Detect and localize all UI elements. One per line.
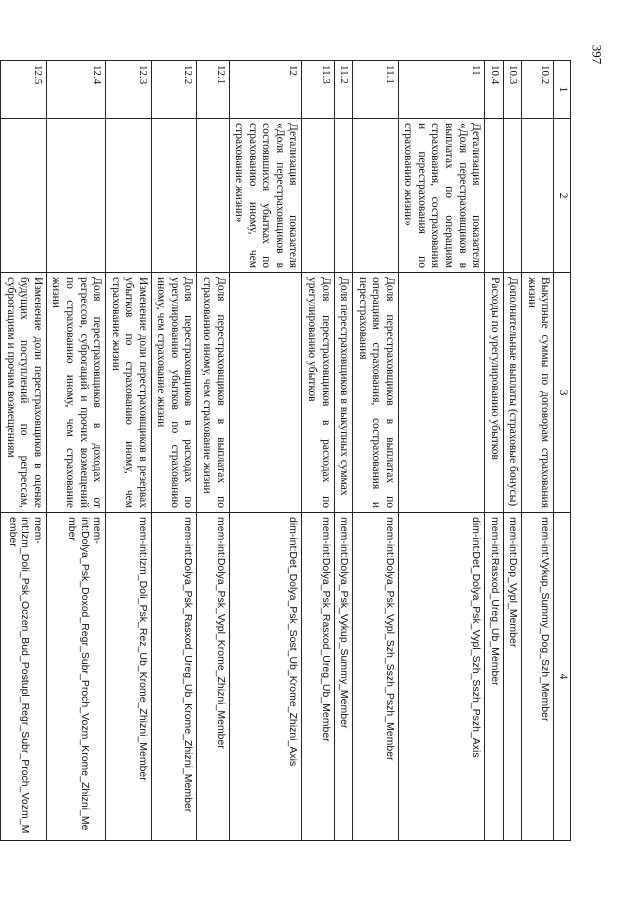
row-code: 12.3: [106, 61, 152, 119]
page-number: 397: [588, 44, 604, 65]
row-detail: [522, 119, 554, 273]
row-detail: [353, 119, 399, 273]
row-description: [229, 273, 302, 513]
table-row: [151, 61, 197, 841]
table-row: [106, 61, 152, 841]
row-description: Доля перестраховщиков в выкупных суммах: [334, 273, 353, 513]
table-row: [46, 61, 105, 841]
row-member: mem-int:Dolya_Psk_Rasxod_Ureg_Ub_Member: [302, 513, 334, 841]
row-code: 12.5: [1, 61, 47, 119]
table-header-row: [554, 61, 571, 841]
row-description: Доля перестраховщиков в выплатах по операциям страхования, сострахования и перестрахования: [353, 273, 399, 513]
table-row: [485, 61, 504, 841]
row-description: Доля перестраховщиков в расходах по урегулированию убытков: [302, 273, 334, 513]
row-detail: [106, 119, 152, 273]
data-table: [0, 60, 571, 841]
row-description: Изменение доли перестраховщиков в резервах убытков по страхованию иному, чем страхование жизни: [106, 273, 152, 513]
row-member: mem-int:Dolya_Psk_Doxod_Regr_Subr_Proch_Vozm_Krome_Zhizni_Member: [46, 513, 105, 841]
column-header-4: 4: [554, 513, 571, 841]
row-detail: [503, 119, 522, 273]
column-header-1: 1: [554, 61, 571, 119]
row-member: mem-int:Dop_Vypl_Member: [503, 513, 522, 841]
table-row: [1, 61, 47, 841]
row-member: mem-int:Dolya_Psk_Vypl_Krome_Zhizni_Member: [197, 513, 229, 841]
row-code: 10.4: [485, 61, 504, 119]
rotated-table-frame: [4, 60, 571, 840]
column-header-2: 2: [554, 119, 571, 273]
row-detail: [485, 119, 504, 273]
table-row: [229, 61, 302, 841]
row-description: Доля перестраховщиков в доходах от регрессов, суброгаций и прочих возмещений по страхованию иному, чем страхование жизни: [46, 273, 105, 513]
row-code: 10.2: [522, 61, 554, 119]
row-detail: [197, 119, 229, 273]
row-detail: [151, 119, 197, 273]
table-row: [353, 61, 399, 841]
table-row: [302, 61, 334, 841]
row-member: mem-int:Dolya_Psk_Vykup_Summy_Member: [334, 513, 353, 841]
table-row: [197, 61, 229, 841]
row-member: mem-int:Dolya_Psk_Vypl_Szh_Sszh_Pszh_Member: [353, 513, 399, 841]
row-detail: Детализация показателя «Доля перестраховщиков в состоявшихся убытках по страхованию иному, чем страхование жизни»: [229, 119, 302, 273]
row-description: [398, 273, 484, 513]
row-description: Дополнительные выплаты (страховые бонусы): [503, 273, 522, 513]
row-description: Доля перестраховщиков в расходах по урегулированию убытков по страхованию иному, чем страхование жизни: [151, 273, 197, 513]
table-row: [398, 61, 484, 841]
row-description: Изменение доли перестраховщиков в оценке будущих поступлений по регрессам, суброгациям и прочим возмещениям: [1, 273, 47, 513]
table-body: [1, 61, 554, 841]
row-detail: [302, 119, 334, 273]
row-code: 12.4: [46, 61, 105, 119]
row-member: mem-int:Izm_Doli_Psk_Oczen_Bud_Postupl_Regr_Subr_Proch_Vozm_Member: [1, 513, 47, 841]
row-member: mem-int:Izm_Doli_Psk_Rez_Ub_Krome_Zhizni_Member: [106, 513, 152, 841]
row-code: 11.3: [302, 61, 334, 119]
row-code: 11: [398, 61, 484, 119]
row-code: 12.2: [151, 61, 197, 119]
row-code: 12.1: [197, 61, 229, 119]
row-member: mem-int:Dolya_Psk_Rasxod_Ureg_Ub_Krome_Zhizni_Member: [151, 513, 197, 841]
row-code: 11.2: [334, 61, 353, 119]
row-description: Расходы по урегулированию убытков: [485, 273, 504, 513]
row-member: mem-int:Vykup_Summy_Dog_Szh_Member: [522, 513, 554, 841]
row-description: Выкупные суммы по договорам страхования жизни: [522, 273, 554, 513]
row-member: mem-int:Rasxod_Ureg_Ub_Member: [485, 513, 504, 841]
row-detail: [334, 119, 353, 273]
row-member: dim-int:Det_Dolya_Psk_Sost_Ub_Krome_Zhizni_Axis: [229, 513, 302, 841]
row-code: 10.3: [503, 61, 522, 119]
row-code: 11.1: [353, 61, 399, 119]
table-row: [503, 61, 522, 841]
row-detail: [1, 119, 47, 273]
table-row: [334, 61, 353, 841]
table-row: [522, 61, 554, 841]
row-detail: Детализация показателя «Доля перестраховщиков в выплатах по операциям страхования, сострахования и перестрахования по страхованию жизни»: [398, 119, 484, 273]
row-code: 12: [229, 61, 302, 119]
row-detail: [46, 119, 105, 273]
row-description: Доля перестраховщиков в выплатах по страхованию иному, чем страхование жизни: [197, 273, 229, 513]
column-header-3: 3: [554, 273, 571, 513]
row-member: dim-int:Det_Dolya_Psk_Vypl_Szh_Sszh_Pszh_Axis: [398, 513, 484, 841]
